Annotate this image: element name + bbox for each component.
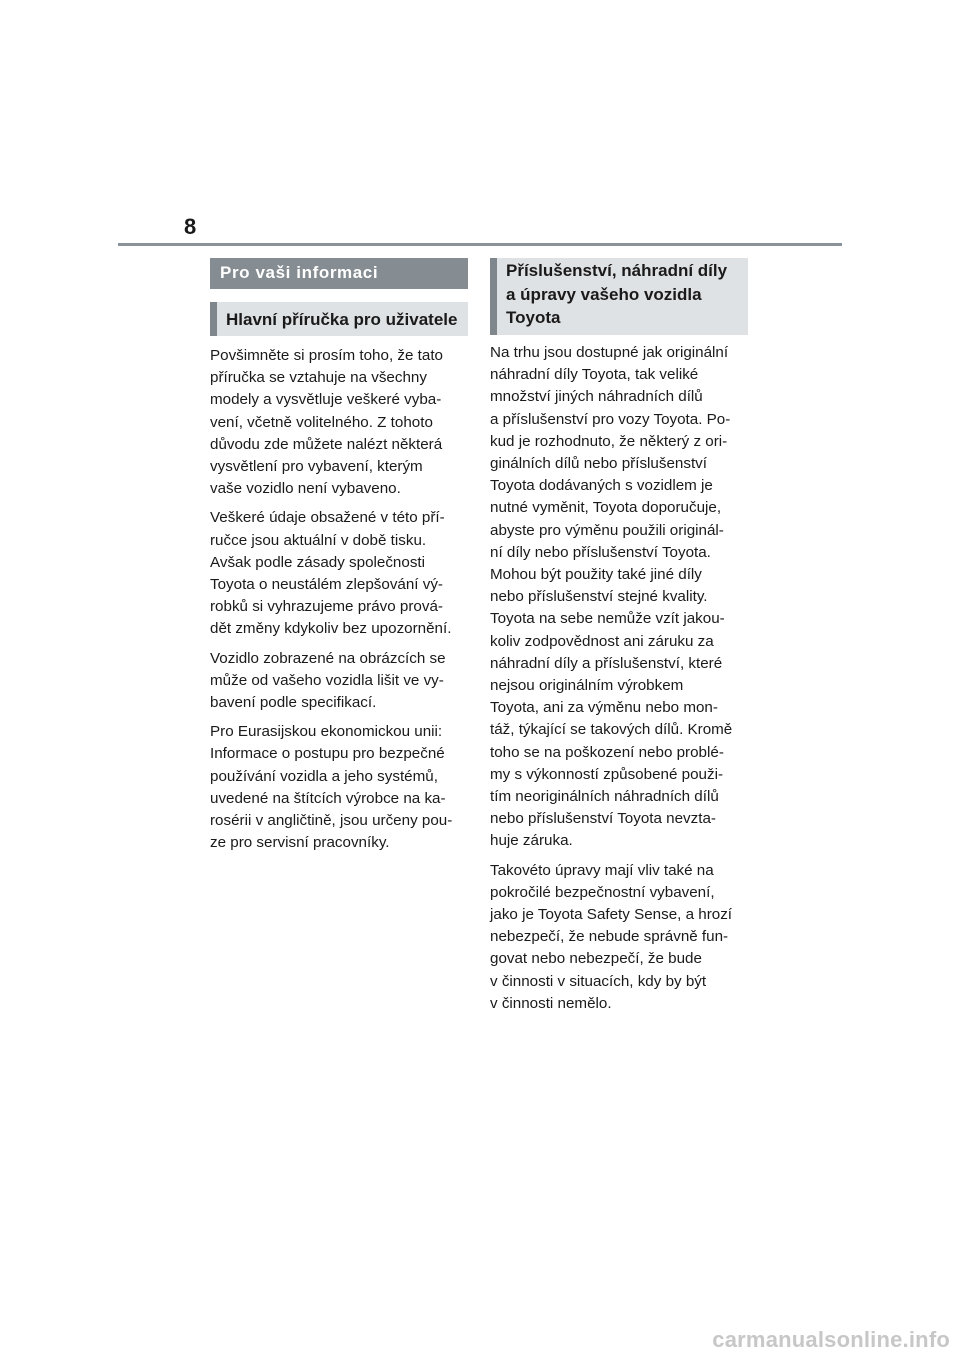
- text-line: tím neoriginálních náhradních dílů: [490, 788, 719, 806]
- text-line: ginálních dílů nebo příslušenství: [490, 455, 707, 473]
- text-line: může od vašeho vozidla lišit ve vy-: [210, 671, 444, 689]
- paragraph: [210, 648, 468, 715]
- text-line: Povšimněte si prosím toho, že tato: [210, 347, 443, 364]
- subsection-heading-hlavni-prirucka: Hlavní příručka pro uživatele: [210, 302, 468, 336]
- text-line: používání vozidla a jeho systémů,: [210, 767, 438, 785]
- left-column: [210, 258, 468, 861]
- text-line: Veškeré údaje obsažené v této pří-: [210, 509, 445, 527]
- text-line: důvodu zde můžete nalézt některá: [210, 435, 443, 453]
- watermark: carmanualsonline.info: [712, 1327, 950, 1352]
- text-line: nutné vyměnit, Toyota doporučuje,: [490, 499, 722, 517]
- text-line: modely a vysvětluje veškeré vyba-: [210, 391, 442, 409]
- text-line: bavení podle specifikací.: [210, 694, 377, 712]
- text-line: nejsou originálním výrobkem: [490, 677, 684, 695]
- text-line: abyste pro výměnu použili originál-: [490, 521, 724, 539]
- text-line: govat nebo nebezpečí, že bude: [490, 950, 702, 968]
- right-body-text: [490, 342, 748, 1015]
- text-line: ze pro servisní pracovníky.: [210, 834, 390, 852]
- text-line: Toyota, ani za výměnu nebo mon-: [490, 699, 718, 717]
- paragraph: [490, 860, 748, 1015]
- text-line: my s výkonností způsobené použi-: [490, 765, 723, 783]
- text-line: množství jiných náhradních dílů: [490, 388, 703, 406]
- text-line: pokročilé bezpečnostní vybavení,: [490, 883, 715, 901]
- text-line: nebo příslušenství stejné kvality.: [490, 588, 708, 606]
- text-line: Mohou být použity také jiné díly: [490, 566, 702, 584]
- page-number: 8: [184, 214, 197, 239]
- text-line: koliv zodpovědnost ani záruku za: [490, 632, 714, 650]
- text-line: příručka se vztahuje na všechny: [210, 369, 427, 387]
- text-line: v činnosti nemělo.: [490, 994, 612, 1012]
- text-line: a příslušenství pro vozy Toyota. Po-: [490, 410, 731, 428]
- text-line: v činnosti v situacích, kdy by být: [490, 972, 707, 990]
- paragraph: [490, 342, 748, 853]
- paragraph: [210, 345, 468, 500]
- text-line: nebo příslušenství Toyota nevzta-: [490, 810, 716, 828]
- text-line: Toyota na sebe nemůže vzít jakou-: [490, 610, 725, 628]
- text-line: ní díly nebo příslušenství Toyota.: [490, 543, 711, 561]
- heading-line: a úpravy vašeho vozidla: [506, 284, 702, 304]
- left-body-text: [210, 345, 468, 854]
- text-line: vení, včetně volitelného. Z tohoto: [210, 413, 433, 431]
- text-line: uvedené na štítcích výrobce na ka-: [210, 789, 446, 807]
- heading-line: Příslušenství, náhradní díly: [506, 261, 728, 280]
- text-line: Takovéto úpravy mají vliv také na: [490, 861, 714, 879]
- text-line: Vozidlo zobrazené na obrázcích se: [210, 649, 446, 667]
- text-line: náhradní díly a příslušenství, které: [490, 654, 723, 672]
- text-line: táž, týkající se takových dílů. Kromě: [490, 721, 733, 739]
- text-line: vaše vozidlo není vybaveno.: [210, 480, 401, 498]
- text-line: Avšak podle zásady společnosti: [210, 553, 426, 571]
- text-line: Toyota dodávaných s vozidlem je: [490, 477, 713, 495]
- text-line: Informace o postupu pro bezpečné: [210, 745, 445, 763]
- section-heading-pro-vasi-informaci: Pro vaši informaci: [210, 258, 468, 289]
- heading-line: Toyota: [506, 308, 561, 327]
- text-line: Na trhu jsou dostupné jak originální: [490, 344, 729, 361]
- text-line: dět změny kdykoliv bez upozornění.: [210, 620, 452, 638]
- text-line: náhradní díly Toyota, tak veliké: [490, 366, 699, 384]
- text-line: robků si vyhrazujeme právo prová-: [210, 598, 443, 616]
- text-line: ručce jsou aktuální v době tisku.: [210, 531, 427, 549]
- text-line: vysvětlení pro vybavení, kterým: [210, 458, 423, 476]
- paragraph: [210, 721, 468, 854]
- text-line: huje záruka.: [490, 832, 573, 850]
- text-line: Pro Eurasijskou ekonomickou unii:: [210, 723, 443, 741]
- header-rule: [118, 243, 842, 246]
- text-line: nebezpečí, že nebude správně fun-: [490, 928, 729, 946]
- text-line: kud je rozhodnuto, že některý z ori-: [490, 432, 728, 450]
- text-line: Toyota o neustálém zlepšování vý-: [210, 576, 443, 594]
- text-line: toho se na poškození nebo problé-: [490, 743, 724, 761]
- subsection-heading-prislusenstvi: [490, 258, 748, 335]
- paragraph: [210, 507, 468, 640]
- right-column: [490, 258, 748, 1022]
- text-line: rosérii v angličtině, jsou určeny pou-: [210, 812, 453, 830]
- text-line: jako je Toyota Safety Sense, a hrozí: [490, 906, 733, 924]
